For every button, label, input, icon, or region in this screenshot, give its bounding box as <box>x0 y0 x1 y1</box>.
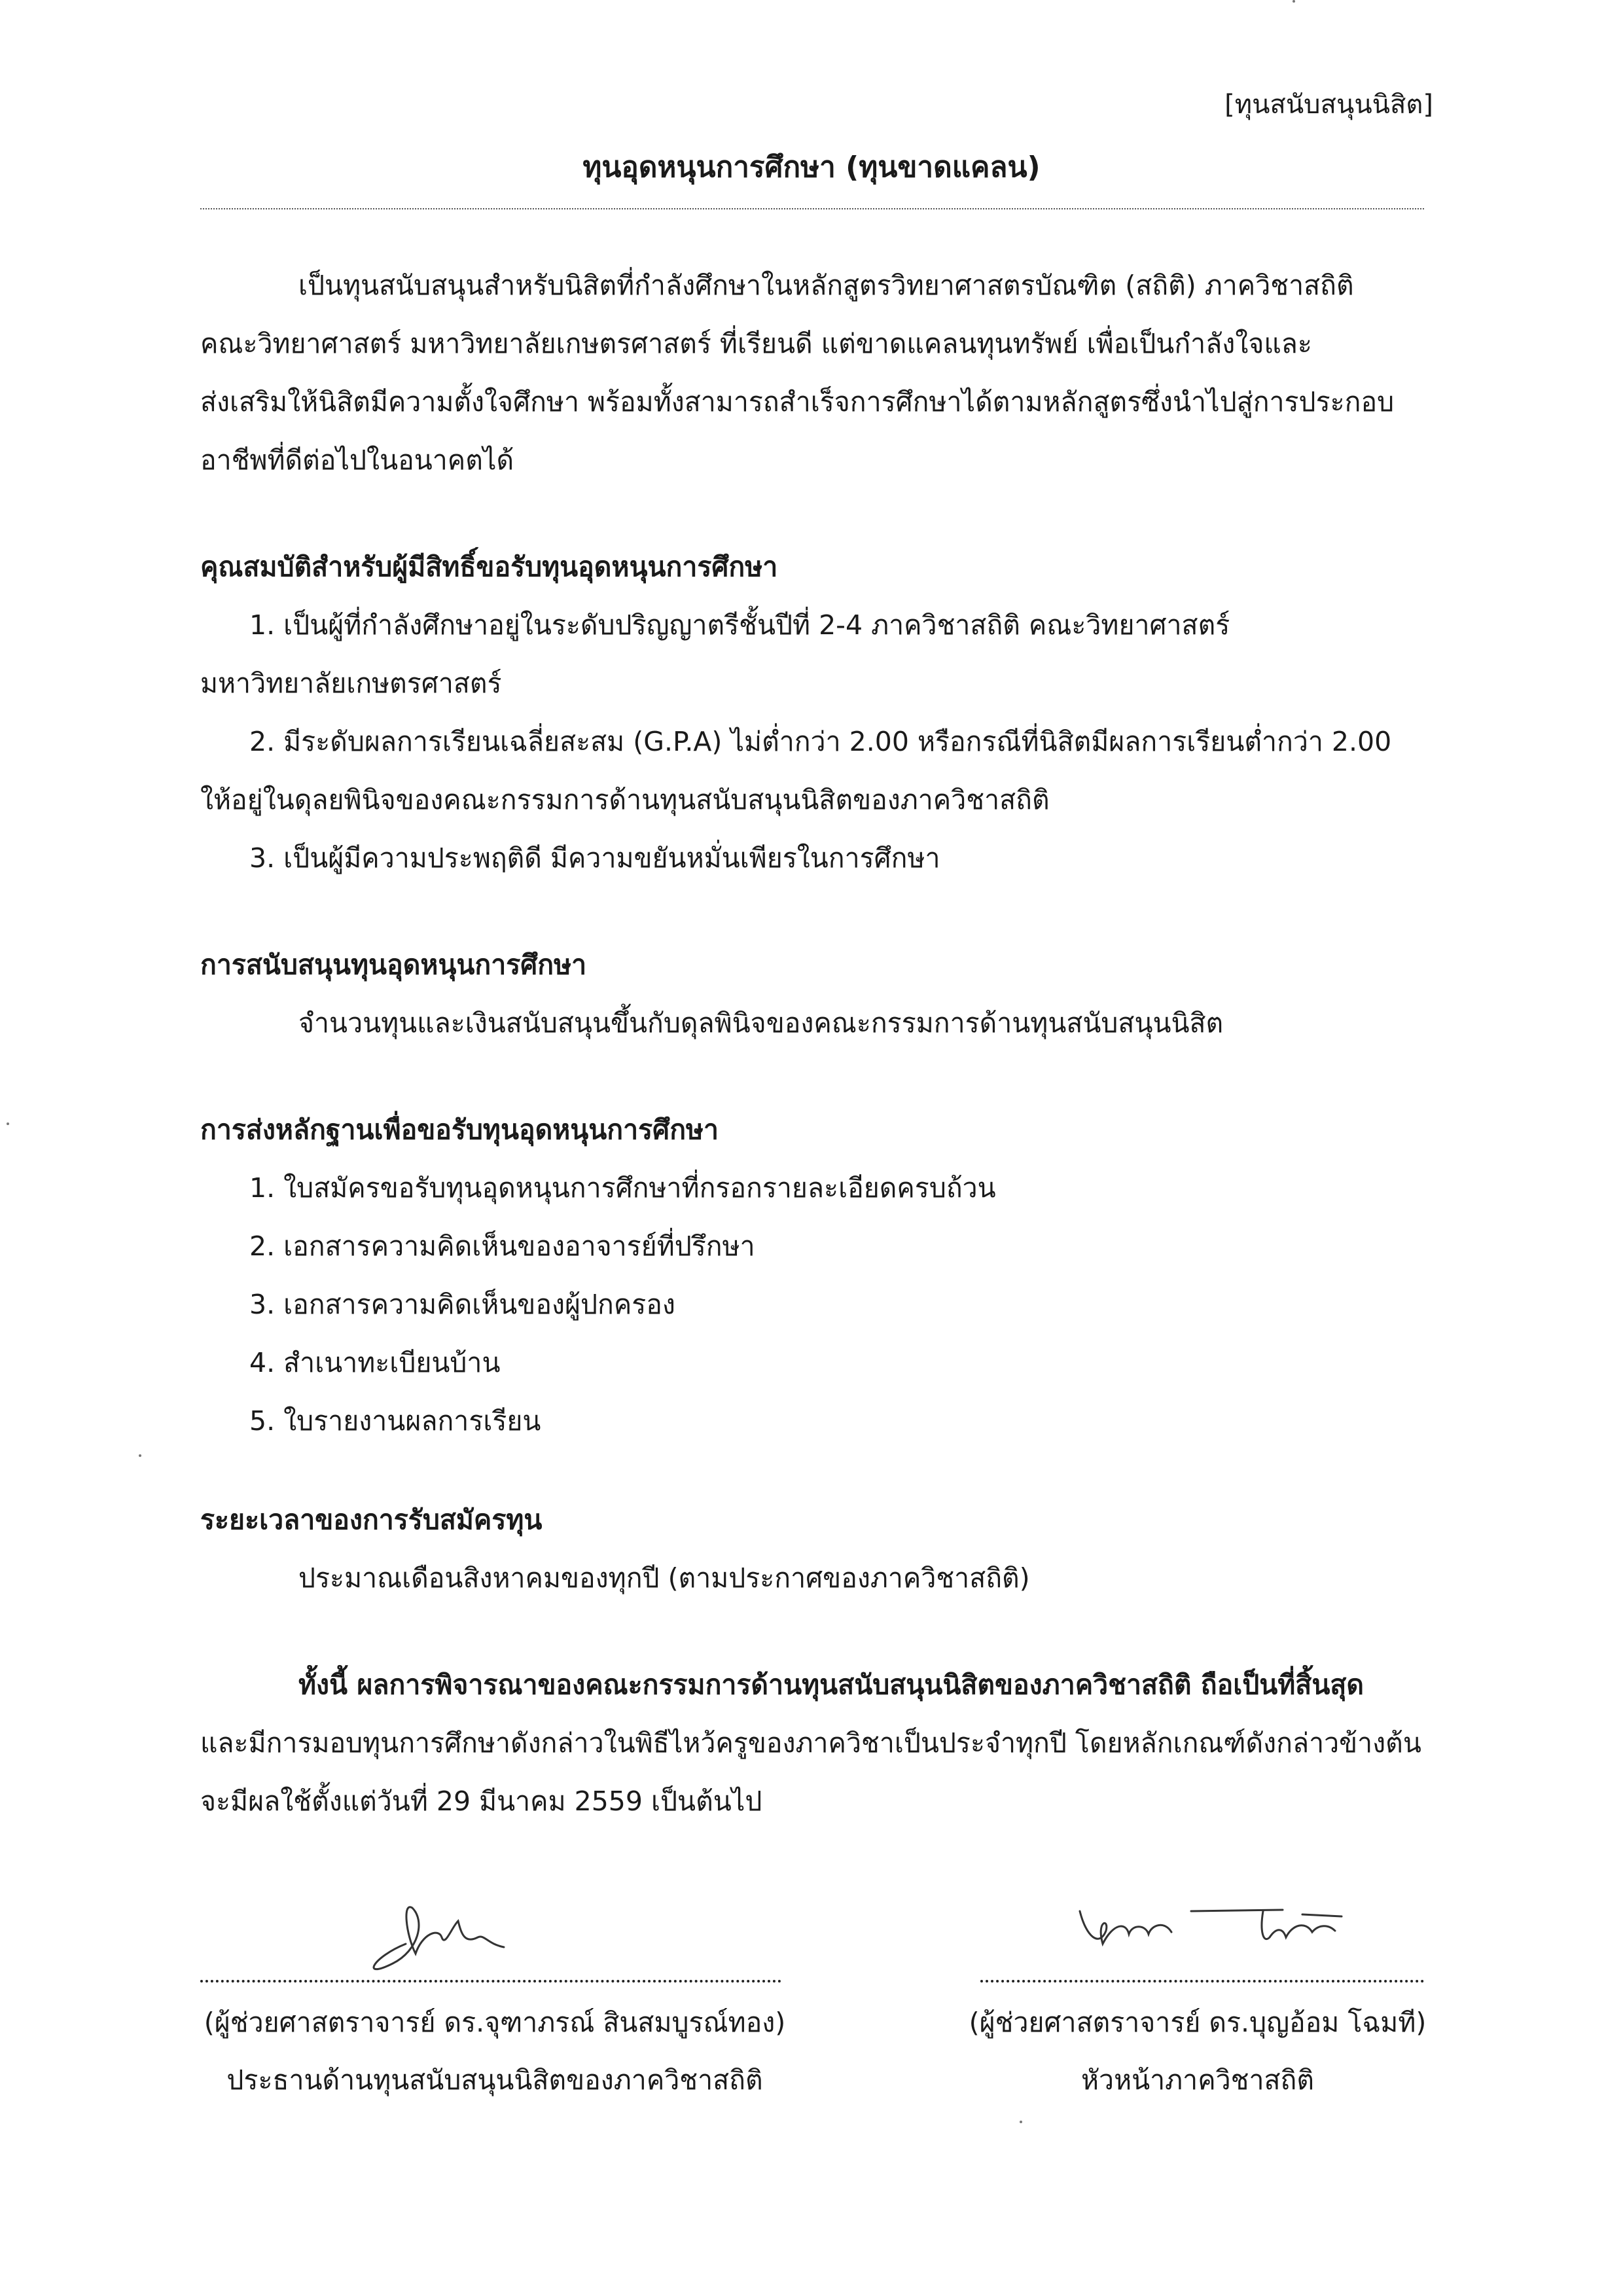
documents-section <box>200 1101 1424 1450</box>
document-item: 3. เอกสารความคิดเห็นของผู้ปกครอง <box>249 1289 675 1320</box>
qualification-item-2-cont: ให้อยู่ในดุลยพินิจของคณะกรรมการด้านทุนสนับสนุนนิสิตของภาควิชาสถิติ <box>200 784 1050 816</box>
qualification-item-1-cont: มหาวิทยาลัยเกษตรศาสตร์ <box>200 668 502 699</box>
qualifications-section <box>200 538 1424 888</box>
document-title: ทุนอุดหนุนการศึกษา (ทุนขาดแคลน) <box>582 151 1041 184</box>
intro-line-4: อาชีพที่ดีต่อไปในอนาคตได้ <box>200 444 514 476</box>
scan-speck <box>1293 0 1295 3</box>
left-signature-line <box>200 1980 781 1982</box>
qualifications-heading: คุณสมบัติสำหรับผู้มีสิทธิ์ขอรับทุนอุดหนุนการศึกษา <box>200 551 778 583</box>
intro-line-3: ส่งเสริมให้นิสิตมีความตั้งใจศึกษา พร้อมทั้งสามารถสำเร็จการศึกษาได้ตามหลักสูตรซึ่งนำไปสู่การประกอบ <box>200 386 1395 418</box>
documents-heading: การส่งหลักฐานเพื่อขอรับทุนอุดหนุนการศึกษา <box>200 1114 719 1145</box>
title-divider <box>200 208 1424 209</box>
closing-paragraph <box>200 1656 1424 1831</box>
left-signatory-position: ประธานด้านทุนสนับสนุนนิสิตของภาควิชาสถิติ <box>226 2064 763 2096</box>
intro-line-2: คณะวิทยาศาสตร์ มหาวิทยาลัยเกษตรศาสตร์ ที่เรียนดี แต่ขาดแคลนทุนทรัพย์ เพื่อเป็นกำลังใจและ <box>200 328 1312 359</box>
closing-line-1: ทั้งนี้ ผลการพิจารณาของคณะกรรมการด้านทุนสนับสนุนนิสิตของภาควิชาสถิติ ถือเป็นที่สิ้นสุด <box>298 1669 1364 1700</box>
scan-speck <box>7 1122 9 1125</box>
intro-line-1: เป็นทุนสนับสนุนสำหรับนิสิตที่กำลังศึกษาในหลักสูตรวิทยาศาสตรบัณฑิต (สถิติ) ภาควิชาสถิติ <box>298 270 1354 301</box>
scan-speck <box>139 1454 141 1457</box>
right-signature-image <box>1067 1885 1407 1970</box>
document-item: 1. ใบสมัครขอรับทุนอุดหนุนการศึกษาที่กรอกรายละเอียดครบถ้วน <box>249 1172 996 1204</box>
qualification-item-3: 3. เป็นผู้มีความประพฤติดี มีความขยันหมั่นเพียรในการศึกษา <box>249 842 940 874</box>
document-item: 4. สำเนาทะเบียนบ้าน <box>249 1347 501 1378</box>
document-item: 2. เอกสารความคิดเห็นของอาจารย์ที่ปรึกษา <box>249 1230 755 1262</box>
scan-speck <box>1020 2121 1022 2123</box>
right-signatory-name: (ผู้ช่วยศาสตราจารย์ ดร.บุญอ้อม โฉมที) <box>969 2007 1427 2038</box>
closing-line-3: จะมีผลใช้ตั้งแต่วันที่ 29 มีนาคม 2559 เป็นต้นไป <box>200 1785 762 1817</box>
left-signature-image <box>347 1882 543 1980</box>
closing-line-2: และมีการมอบทุนการศึกษาดังกล่าวในพิธีไหว้ครูของภาควิชาเป็นประจำทุกปี โดยหลักเกณฑ์ดังกล่าวข้างต้น <box>200 1727 1421 1759</box>
document-item: 5. ใบรายงานผลการเรียน <box>249 1405 541 1437</box>
period-text: ประมาณเดือนสิงหาคมของทุกปี (ตามประกาศของภาควิชาสถิติ) <box>298 1562 1030 1594</box>
left-signatory-name: (ผู้ช่วยศาสตราจารย์ ดร.จุฑาภรณ์ สินสมบูรณ์ทอง) <box>204 2007 786 2038</box>
right-signature-line <box>980 1980 1424 1982</box>
support-section <box>200 936 1424 1052</box>
right-signatory-position: หัวหน้าภาควิชาสถิติ <box>1081 2064 1314 2096</box>
qualification-item-1: 1. เป็นผู้ที่กำลังศึกษาอยู่ในระดับปริญญาตรีชั้นปีที่ 2-4 ภาควิชาสถิติ คณะวิทยาศาสตร์ <box>249 609 1230 641</box>
period-section <box>200 1491 1424 1607</box>
qualification-item-2: 2. มีระดับผลการเรียนเฉลี่ยสะสม (G.P.A) ไม่ต่ำกว่า 2.00 หรือกรณีที่นิสิตมีผลการเรียนต่ำกว่า 2.00 <box>249 726 1392 757</box>
category-tag: [ทุนสนับสนุนนิสิต] <box>1224 90 1433 120</box>
period-heading: ระยะเวลาของการรับสมัครทุน <box>200 1504 543 1535</box>
intro-paragraph <box>200 257 1424 490</box>
support-text: จำนวนทุนและเงินสนับสนุนขึ้นกับดุลพินิจของคณะกรรมการด้านทุนสนับสนุนนิสิต <box>298 1007 1224 1039</box>
support-heading: การสนับสนุนทุนอุดหนุนการศึกษา <box>200 949 587 980</box>
